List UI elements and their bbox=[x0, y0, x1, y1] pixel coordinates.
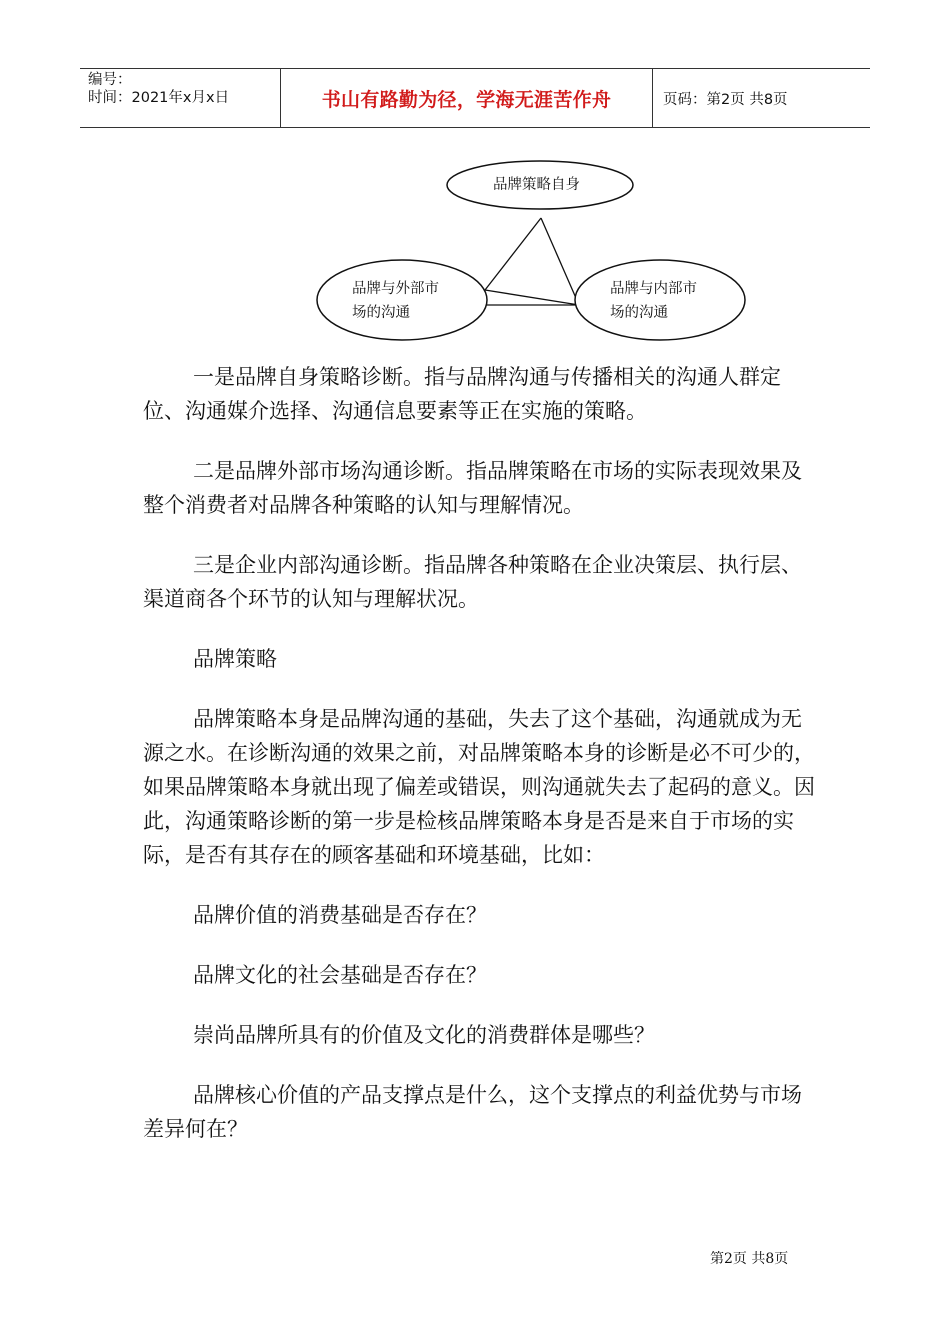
header-meta bbox=[80, 69, 281, 127]
paragraph-external-market: 二是品牌外部市场沟通诊断。指品牌策略在市场的实际表现效果及整个消费者对品牌各种策略的认知与理解情况。 bbox=[143, 459, 802, 517]
header-motto: 书山有路勤为径，学海无涯苦作舟 bbox=[281, 69, 653, 127]
document-date: 时间：2021年x月x日 bbox=[88, 90, 230, 106]
page-footer: 第2页 共8页 bbox=[710, 1251, 789, 1267]
edge-top-left bbox=[485, 218, 541, 290]
question-product-support: 品牌核心价值的产品支撑点是什么，这个支撑点的利益优势与市场差异何在？ bbox=[143, 1083, 802, 1141]
node-left-line2: 场的沟通 bbox=[352, 305, 410, 321]
section-heading-brand-strategy: 品牌策略 bbox=[193, 647, 277, 671]
node-right-label bbox=[610, 277, 697, 325]
edge-left-right bbox=[485, 290, 579, 305]
node-top-label: 品牌策略自身 bbox=[493, 177, 580, 193]
question-consumer-group: 崇尚品牌所具有的价值及文化的消费群体是哪些？ bbox=[193, 1023, 655, 1047]
body-text bbox=[143, 360, 815, 1146]
paragraph-self-strategy: 一是品牌自身策略诊断。指与品牌沟通与传播相关的沟通人群定位、沟通媒介选择、沟通信息要素等正在实施的策略。 bbox=[143, 365, 781, 423]
node-right-line1: 品牌与内部市 bbox=[610, 281, 697, 297]
question-value-basis: 品牌价值的消费基础是否存在？ bbox=[193, 903, 487, 927]
edge-top-right bbox=[541, 218, 579, 305]
paragraph-brand-strategy-basis: 品牌策略本身是品牌沟通的基础，失去了这个基础，沟通就成为无源之水。在诊断沟通的效果之前，对品牌策略本身的诊断是必不可少的，如果品牌策略本身就出现了偏差或错误，则沟通就失去了起码的意义。因此，沟通策略诊断的第一步是检核品牌策略本身是否是来自于市场的实际，是否有其存在的顾客基础和环境基础，比如： bbox=[143, 707, 815, 867]
node-right-line2: 场的沟通 bbox=[610, 305, 668, 321]
page-header bbox=[80, 68, 870, 128]
question-culture-basis: 品牌文化的社会基础是否存在？ bbox=[193, 963, 487, 987]
header-page-number: 页码：第2页 共8页 bbox=[663, 91, 788, 108]
node-left-label bbox=[352, 277, 439, 325]
node-left-line1: 品牌与外部市 bbox=[352, 281, 439, 297]
paragraph-internal-communication: 三是企业内部沟通诊断。指品牌各种策略在企业决策层、执行层、渠道商各个环节的认知与理解状况。 bbox=[143, 553, 802, 611]
brand-communication-diagram bbox=[315, 160, 755, 360]
document-number: 编号： bbox=[88, 72, 132, 88]
